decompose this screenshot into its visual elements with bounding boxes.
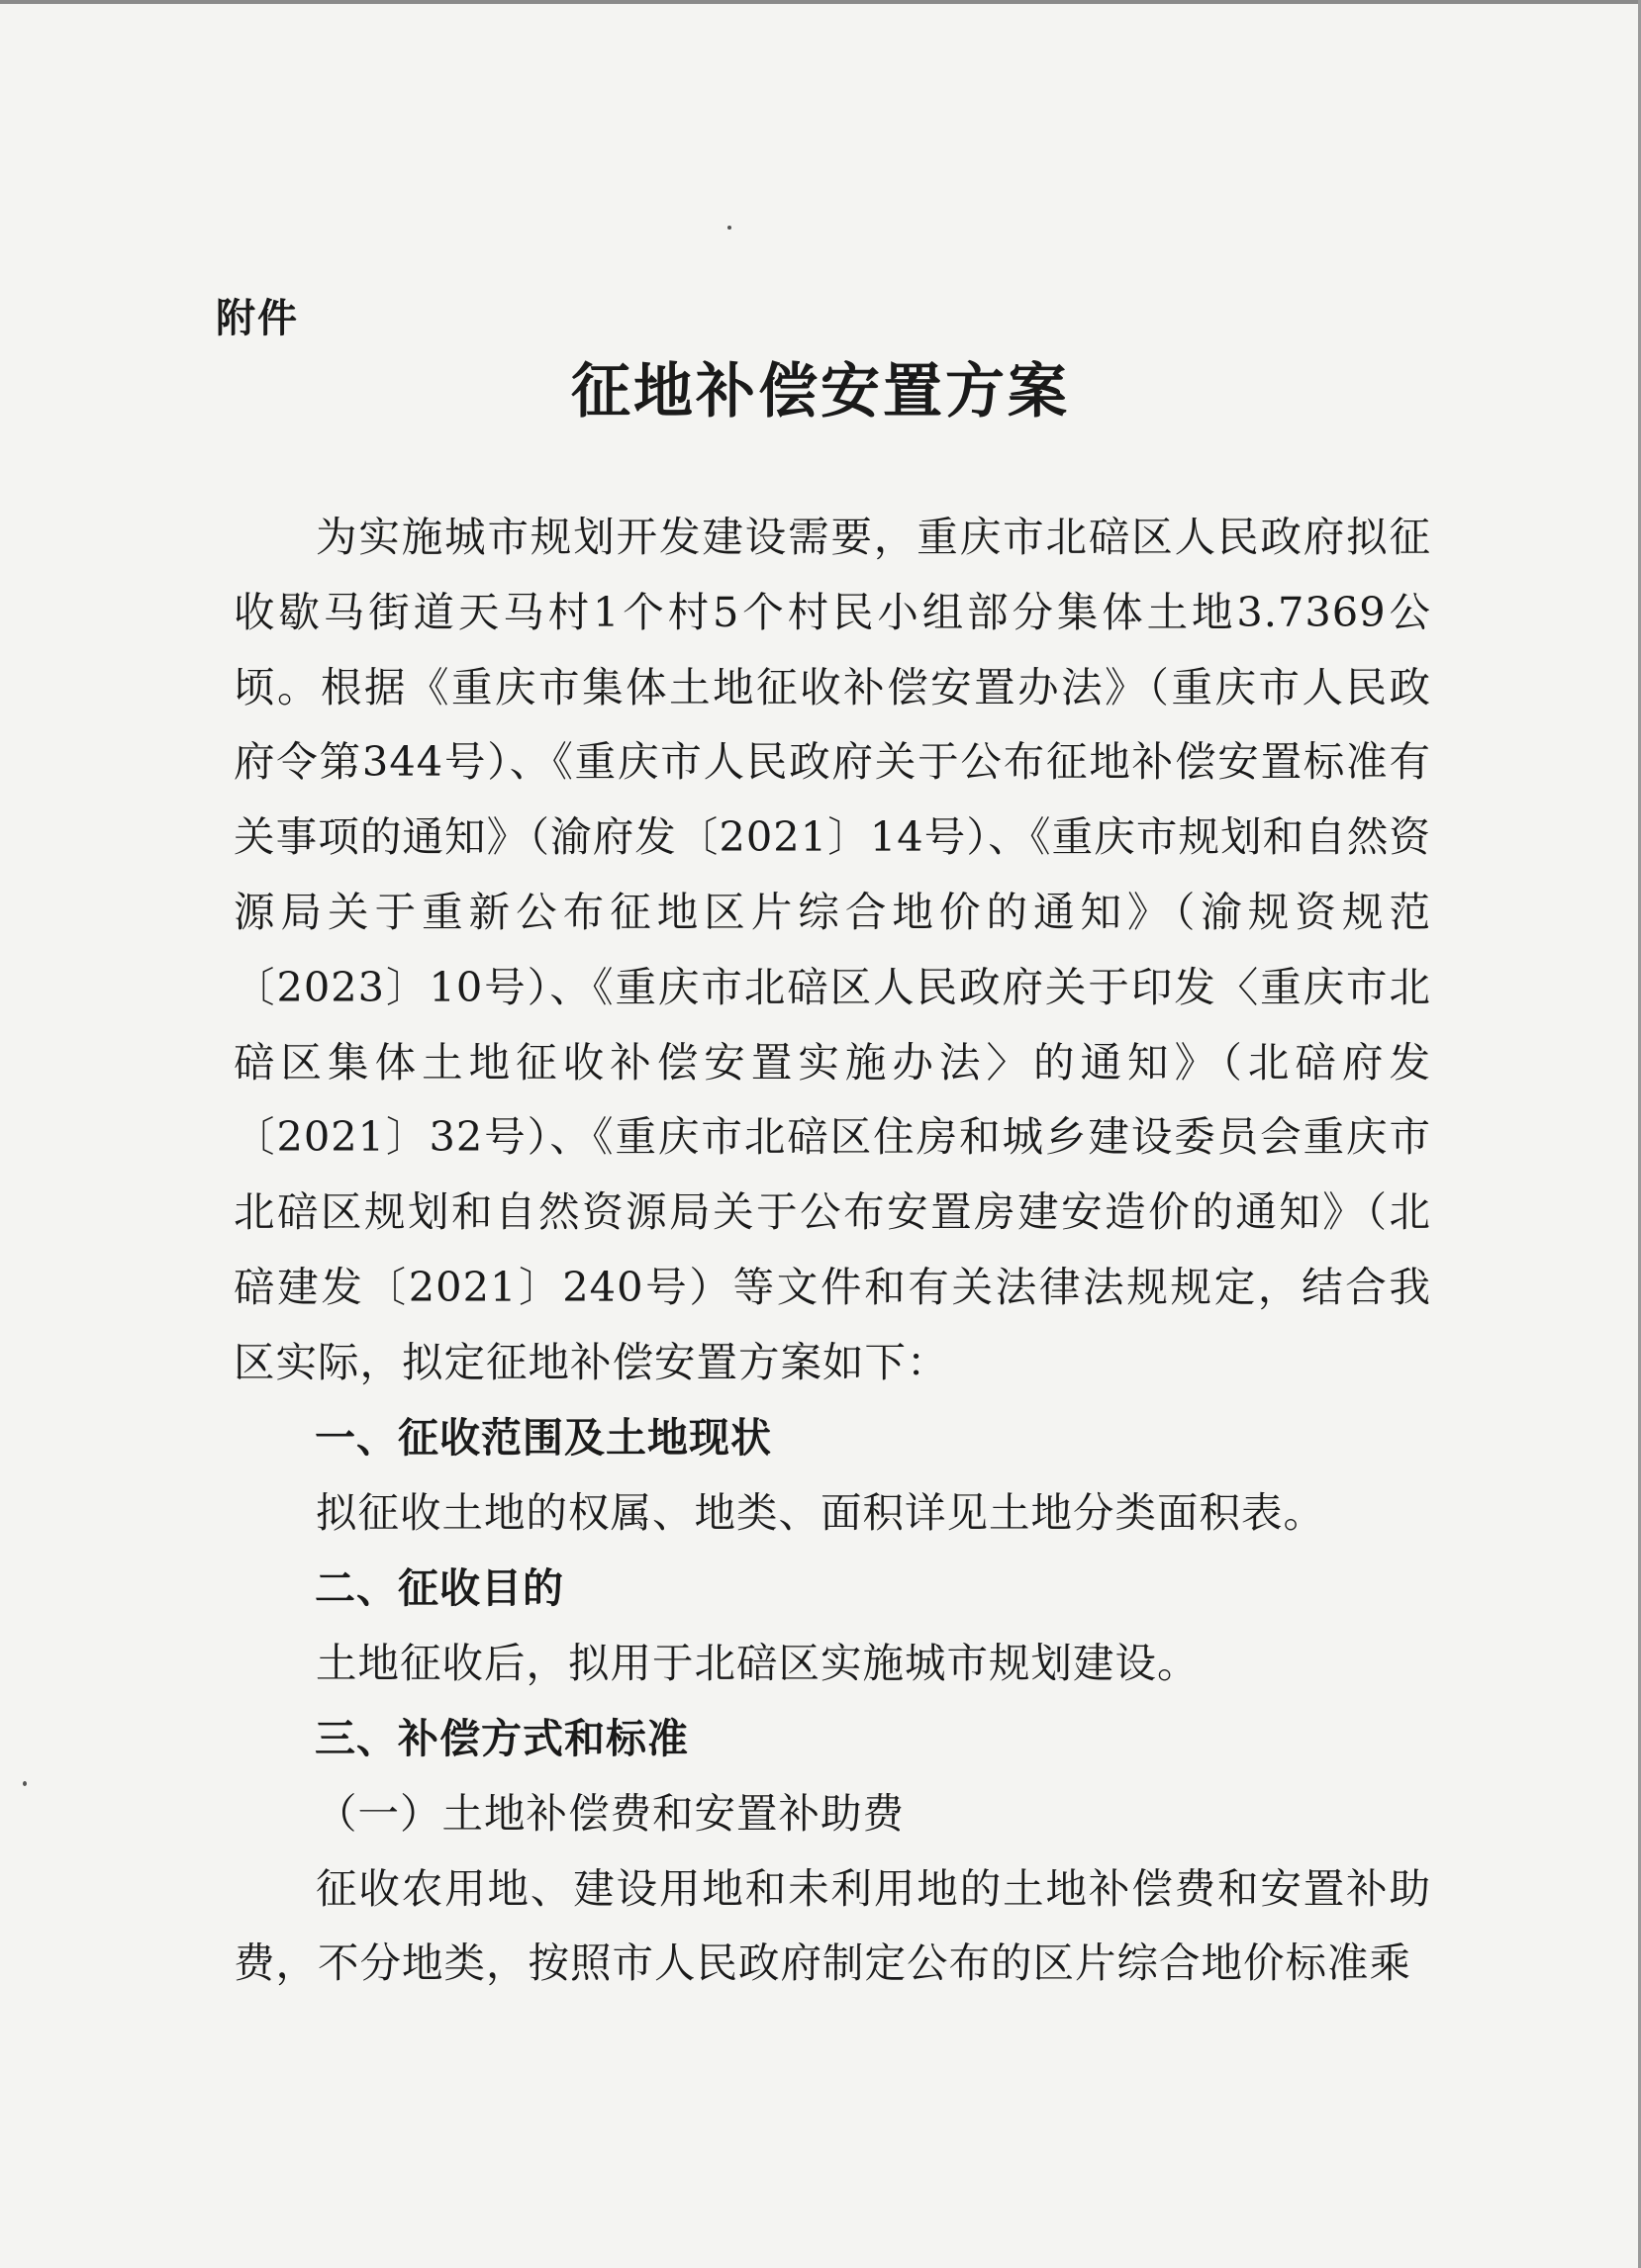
document-title: 征地补偿安置方案: [571, 357, 1070, 426]
section-heading-purpose: 二、征收目的: [315, 1563, 564, 1612]
subsection-heading-land-fee: （一）土地补偿费和安置补助费: [316, 1788, 906, 1838]
section-heading-scope: 一、征收范围及土地现状: [315, 1413, 772, 1462]
section-text-scope: 拟征收土地的权属、地类、面积详见土地分类面积表。: [316, 1487, 1326, 1537]
section-text-purpose: 土地征收后，拟用于北碚区实施城市规划建设。: [316, 1638, 1200, 1687]
intro-paragraph: 为实施城市规划开发建设需要，重庆市北碚区人民政府拟征收歇马街道天马村1个村5个村民小组部分集体土地3.7369公顷。根据《重庆市集体土地征收补偿安置办法》（重庆市人民政府令第344号）、《重庆市人民政府关于公布征地补偿安置标准有关事项的通知》（渝府发〔2021〕14号）、《重庆市规划和自然资源局关于重新公布征地区片综合地价的通知》（渝规资规范〔2023〕10号）、《重庆市北碚区人民政府关于印发〈重庆市北碚区集体土地征收补偿安置实施办法〉的通知》（北碚府发〔2021〕32号）、《重庆市北碚区住房和城乡建设委员会重庆市北碚区规划和自然资源局关于公布安置房建安造价的通知》（北碚建发〔2021〕240号）等文件和有关法律法规规定，结合我区实际，拟定征地补偿安置方案如下：: [234, 513, 1431, 1386]
subsection-text-land-fee: 征收农用地、建设用地和未利用地的土地补偿费和安置补助费，不分地类，按照市人民政府制定公布的区片综合地价标准乘: [234, 1863, 1431, 1988]
section-heading-compensation: 三、补偿方式和标准: [315, 1714, 689, 1762]
attachment-label: 附件: [216, 296, 299, 341]
document-body: [234, 500, 1431, 2001]
